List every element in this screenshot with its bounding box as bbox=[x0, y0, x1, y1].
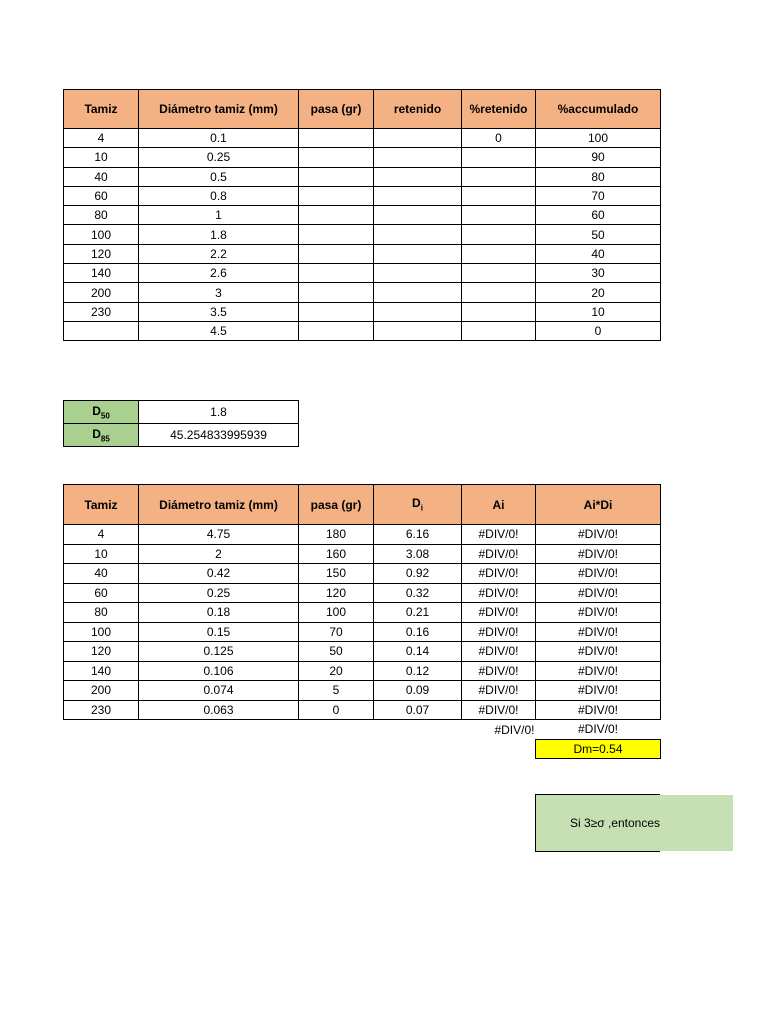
table-cell[interactable]: 60 bbox=[64, 583, 139, 603]
table-row bbox=[64, 424, 299, 447]
table-cell[interactable]: 0.106 bbox=[139, 661, 299, 681]
table-cell[interactable]: 0.25 bbox=[139, 148, 299, 167]
table-cell[interactable]: 50 bbox=[299, 642, 374, 662]
divider bbox=[660, 794, 733, 795]
table-cell[interactable] bbox=[374, 321, 462, 340]
table-cell[interactable]: 150 bbox=[299, 564, 374, 584]
table-cell[interactable]: 160 bbox=[299, 544, 374, 564]
table-cell[interactable]: #DIV/0! bbox=[462, 564, 536, 584]
table-cell[interactable]: 0.92 bbox=[374, 564, 462, 584]
table-cell[interactable]: #DIV/0! bbox=[536, 544, 661, 564]
table-row bbox=[64, 264, 661, 283]
table-cell[interactable] bbox=[374, 264, 462, 283]
table-cell[interactable]: 50 bbox=[536, 225, 661, 244]
d85-value[interactable]: 45.254833995939 bbox=[139, 424, 299, 447]
table-cell[interactable] bbox=[299, 186, 374, 205]
table-cell[interactable]: 100 bbox=[64, 225, 139, 244]
table-cell[interactable]: 1.8 bbox=[139, 225, 299, 244]
column-header[interactable]: Ai*Di bbox=[536, 485, 661, 525]
sieve-table bbox=[63, 89, 661, 341]
table-cell[interactable]: 1 bbox=[139, 206, 299, 225]
table-cell[interactable]: #DIV/0! bbox=[536, 642, 661, 662]
table-cell[interactable] bbox=[462, 244, 536, 263]
table-cell[interactable]: 0.18 bbox=[139, 603, 299, 623]
table-row bbox=[64, 129, 661, 148]
table-cell[interactable]: 0.14 bbox=[374, 642, 462, 662]
empty-cell bbox=[64, 720, 462, 740]
column-header[interactable]: pasa (gr) bbox=[299, 485, 374, 525]
table-row bbox=[64, 681, 661, 701]
table-row bbox=[64, 206, 661, 225]
table-cell[interactable]: 0.42 bbox=[139, 564, 299, 584]
table-cell[interactable] bbox=[299, 283, 374, 302]
table-cell[interactable]: 0.21 bbox=[374, 603, 462, 623]
column-header[interactable]: $D_i$ bbox=[374, 485, 462, 525]
column-header[interactable]: Tamiz bbox=[64, 90, 139, 129]
table-cell[interactable]: 100 bbox=[299, 603, 374, 623]
table-row bbox=[64, 244, 661, 263]
table-cell[interactable]: 4 bbox=[64, 525, 139, 545]
table-row bbox=[64, 148, 661, 167]
table-cell[interactable]: #DIV/0! bbox=[536, 583, 661, 603]
table-cell[interactable] bbox=[374, 244, 462, 263]
table-cell[interactable] bbox=[374, 167, 462, 186]
table-cell[interactable]: 0.5 bbox=[139, 167, 299, 186]
table-cell[interactable]: #DIV/0! bbox=[536, 661, 661, 681]
table-cell[interactable]: 40 bbox=[64, 167, 139, 186]
table-cell[interactable] bbox=[299, 206, 374, 225]
table-cell[interactable]: 60 bbox=[536, 206, 661, 225]
table-cell[interactable] bbox=[299, 302, 374, 321]
table-cell[interactable]: 230 bbox=[64, 302, 139, 321]
table-cell[interactable]: 230 bbox=[64, 700, 139, 720]
table-cell[interactable]: 4 bbox=[64, 129, 139, 148]
table-cell[interactable]: 4.75 bbox=[139, 525, 299, 545]
d50-value[interactable]: 1.8 bbox=[139, 401, 299, 424]
table-cell[interactable] bbox=[299, 244, 374, 263]
table-row bbox=[64, 564, 661, 584]
table-cell[interactable]: 200 bbox=[64, 681, 139, 701]
table-cell[interactable]: 60 bbox=[64, 186, 139, 205]
table-row bbox=[64, 167, 661, 186]
table-cell[interactable]: #DIV/0! bbox=[462, 681, 536, 701]
table-cell[interactable] bbox=[299, 321, 374, 340]
condition-note[interactable] bbox=[535, 794, 733, 852]
table-cell[interactable] bbox=[374, 129, 462, 148]
table-cell[interactable] bbox=[299, 148, 374, 167]
table-cell[interactable]: #DIV/0! bbox=[462, 583, 536, 603]
divider bbox=[660, 851, 733, 852]
table-cell[interactable]: #DIV/0! bbox=[536, 603, 661, 623]
empty-cell bbox=[64, 739, 536, 759]
table-row bbox=[64, 661, 661, 681]
table-cell[interactable]: 80 bbox=[64, 603, 139, 623]
table-cell[interactable] bbox=[299, 264, 374, 283]
table-cell[interactable]: 5 bbox=[299, 681, 374, 701]
table-cell[interactable]: 0.07 bbox=[374, 700, 462, 720]
table-cell[interactable]: 0 bbox=[536, 321, 661, 340]
table-cell[interactable]: 70 bbox=[299, 622, 374, 642]
table-cell[interactable]: #DIV/0! bbox=[536, 564, 661, 584]
table-row bbox=[64, 302, 661, 321]
table-cell[interactable]: #DIV/0! bbox=[462, 700, 536, 720]
table-row bbox=[64, 642, 661, 662]
table-cell[interactable] bbox=[374, 206, 462, 225]
table-cell[interactable]: 100 bbox=[64, 622, 139, 642]
table-cell[interactable]: 20 bbox=[299, 661, 374, 681]
table-cell[interactable] bbox=[462, 186, 536, 205]
table-row bbox=[64, 283, 661, 302]
condition-note-text: Si 3≥σ ,entonces bbox=[569, 816, 660, 830]
table-cell[interactable]: #DIV/0! bbox=[536, 681, 661, 701]
table-cell[interactable]: 140 bbox=[64, 661, 139, 681]
column-header[interactable]: %accumulado bbox=[536, 90, 661, 129]
table-cell[interactable]: 100 bbox=[536, 129, 661, 148]
table-cell[interactable] bbox=[462, 283, 536, 302]
table-row bbox=[64, 401, 299, 424]
table-cell[interactable] bbox=[462, 148, 536, 167]
table-cell[interactable]: 30 bbox=[536, 264, 661, 283]
table-row bbox=[64, 622, 661, 642]
table-cell[interactable]: 90 bbox=[536, 148, 661, 167]
table-cell[interactable]: 0.063 bbox=[139, 700, 299, 720]
table-cell[interactable]: 140 bbox=[64, 264, 139, 283]
total-aidi-cell[interactable]: #DIV/0! bbox=[577, 722, 619, 737]
table-cell[interactable] bbox=[299, 167, 374, 186]
table-cell[interactable]: 20 bbox=[536, 283, 661, 302]
table-row bbox=[64, 186, 661, 205]
table-cell[interactable] bbox=[374, 225, 462, 244]
total-ai-cell[interactable]: #DIV/0! bbox=[494, 722, 535, 737]
table-cell[interactable]: 0.25 bbox=[139, 583, 299, 603]
table-row bbox=[64, 603, 661, 623]
d-values-table bbox=[63, 400, 299, 447]
table-cell[interactable]: 2.2 bbox=[139, 244, 299, 263]
d85-label[interactable]: $D_{85}$ bbox=[64, 424, 139, 447]
column-header[interactable]: retenido bbox=[374, 90, 462, 129]
table-cell[interactable]: 2 bbox=[139, 544, 299, 564]
table-cell[interactable] bbox=[374, 302, 462, 321]
table-cell[interactable]: 10 bbox=[536, 302, 661, 321]
table-cell[interactable]: 3 bbox=[139, 283, 299, 302]
table-cell[interactable]: 0.8 bbox=[139, 186, 299, 205]
table-cell[interactable] bbox=[462, 321, 536, 340]
table-cell[interactable]: 10 bbox=[64, 544, 139, 564]
column-header[interactable]: %retenido bbox=[462, 90, 536, 129]
column-header[interactable]: Tamiz bbox=[64, 485, 139, 525]
table-cell[interactable]: 0 bbox=[299, 700, 374, 720]
table-cell[interactable] bbox=[374, 148, 462, 167]
table-cell[interactable]: #DIV/0! bbox=[462, 642, 536, 662]
table-cell[interactable]: 80 bbox=[64, 206, 139, 225]
table-cell[interactable]: 120 bbox=[64, 642, 139, 662]
table-cell[interactable]: 6.16 bbox=[374, 525, 462, 545]
table-cell[interactable] bbox=[299, 129, 374, 148]
column-header[interactable]: Diámetro tamiz (mm) bbox=[139, 485, 299, 525]
dm-row bbox=[64, 739, 661, 759]
column-header[interactable]: Diámetro tamiz (mm) bbox=[139, 90, 299, 129]
table-cell[interactable]: 120 bbox=[299, 583, 374, 603]
table-cell[interactable]: 0 bbox=[462, 129, 536, 148]
d50-label[interactable]: $D_{50}$ bbox=[64, 401, 139, 424]
table-cell[interactable]: #DIV/0! bbox=[462, 544, 536, 564]
table-cell[interactable]: 0.16 bbox=[374, 622, 462, 642]
table-cell[interactable]: 4.5 bbox=[139, 321, 299, 340]
table-header-row bbox=[64, 485, 661, 525]
table-cell[interactable] bbox=[374, 186, 462, 205]
table-cell[interactable] bbox=[462, 302, 536, 321]
table-cell[interactable] bbox=[462, 167, 536, 186]
column-header[interactable]: Ai bbox=[462, 485, 536, 525]
column-header[interactable]: pasa (gr) bbox=[299, 90, 374, 129]
table-cell[interactable] bbox=[462, 264, 536, 283]
table-cell[interactable]: #DIV/0! bbox=[462, 622, 536, 642]
table-cell[interactable]: 0.32 bbox=[374, 583, 462, 603]
table-cell[interactable]: #DIV/0! bbox=[462, 525, 536, 545]
diameter-table bbox=[63, 484, 661, 759]
table-row bbox=[64, 525, 661, 545]
table-cell[interactable]: 200 bbox=[64, 283, 139, 302]
table-row bbox=[64, 321, 661, 340]
table-cell[interactable]: 3.08 bbox=[374, 544, 462, 564]
table-cell[interactable]: 3.5 bbox=[139, 302, 299, 321]
table-row bbox=[64, 225, 661, 244]
table-cell[interactable]: 180 bbox=[299, 525, 374, 545]
table-cell[interactable]: 0.09 bbox=[374, 681, 462, 701]
table-cell[interactable] bbox=[462, 206, 536, 225]
table-cell[interactable]: 70 bbox=[536, 186, 661, 205]
table-cell[interactable]: #DIV/0! bbox=[536, 700, 661, 720]
totals-row bbox=[64, 720, 661, 740]
table-cell[interactable]: #DIV/0! bbox=[536, 525, 661, 545]
table-cell[interactable]: #DIV/0! bbox=[536, 622, 661, 642]
table-cell[interactable]: 0.15 bbox=[139, 622, 299, 642]
table-row bbox=[64, 700, 661, 720]
table-cell[interactable]: 40 bbox=[64, 564, 139, 584]
table-cell[interactable]: 120 bbox=[64, 244, 139, 263]
table-cell[interactable]: #DIV/0! bbox=[462, 603, 536, 623]
table-cell[interactable]: 0.074 bbox=[139, 681, 299, 701]
table-cell[interactable]: #DIV/0! bbox=[462, 661, 536, 681]
table-cell[interactable]: 2.6 bbox=[139, 264, 299, 283]
table-cell[interactable] bbox=[64, 321, 139, 340]
table-cell[interactable]: 0.1 bbox=[139, 129, 299, 148]
table-cell[interactable]: 40 bbox=[536, 244, 661, 263]
table-cell[interactable]: 0.125 bbox=[139, 642, 299, 662]
table-row bbox=[64, 583, 661, 603]
table-cell[interactable]: 80 bbox=[536, 167, 661, 186]
table-cell[interactable]: 0.12 bbox=[374, 661, 462, 681]
table-cell[interactable] bbox=[462, 225, 536, 244]
table-row bbox=[64, 544, 661, 564]
table-cell[interactable] bbox=[299, 225, 374, 244]
table-cell[interactable]: 10 bbox=[64, 148, 139, 167]
table-cell[interactable] bbox=[374, 283, 462, 302]
dm-cell[interactable]: Dm=0.54 bbox=[536, 739, 661, 759]
table-header-row bbox=[64, 90, 661, 129]
